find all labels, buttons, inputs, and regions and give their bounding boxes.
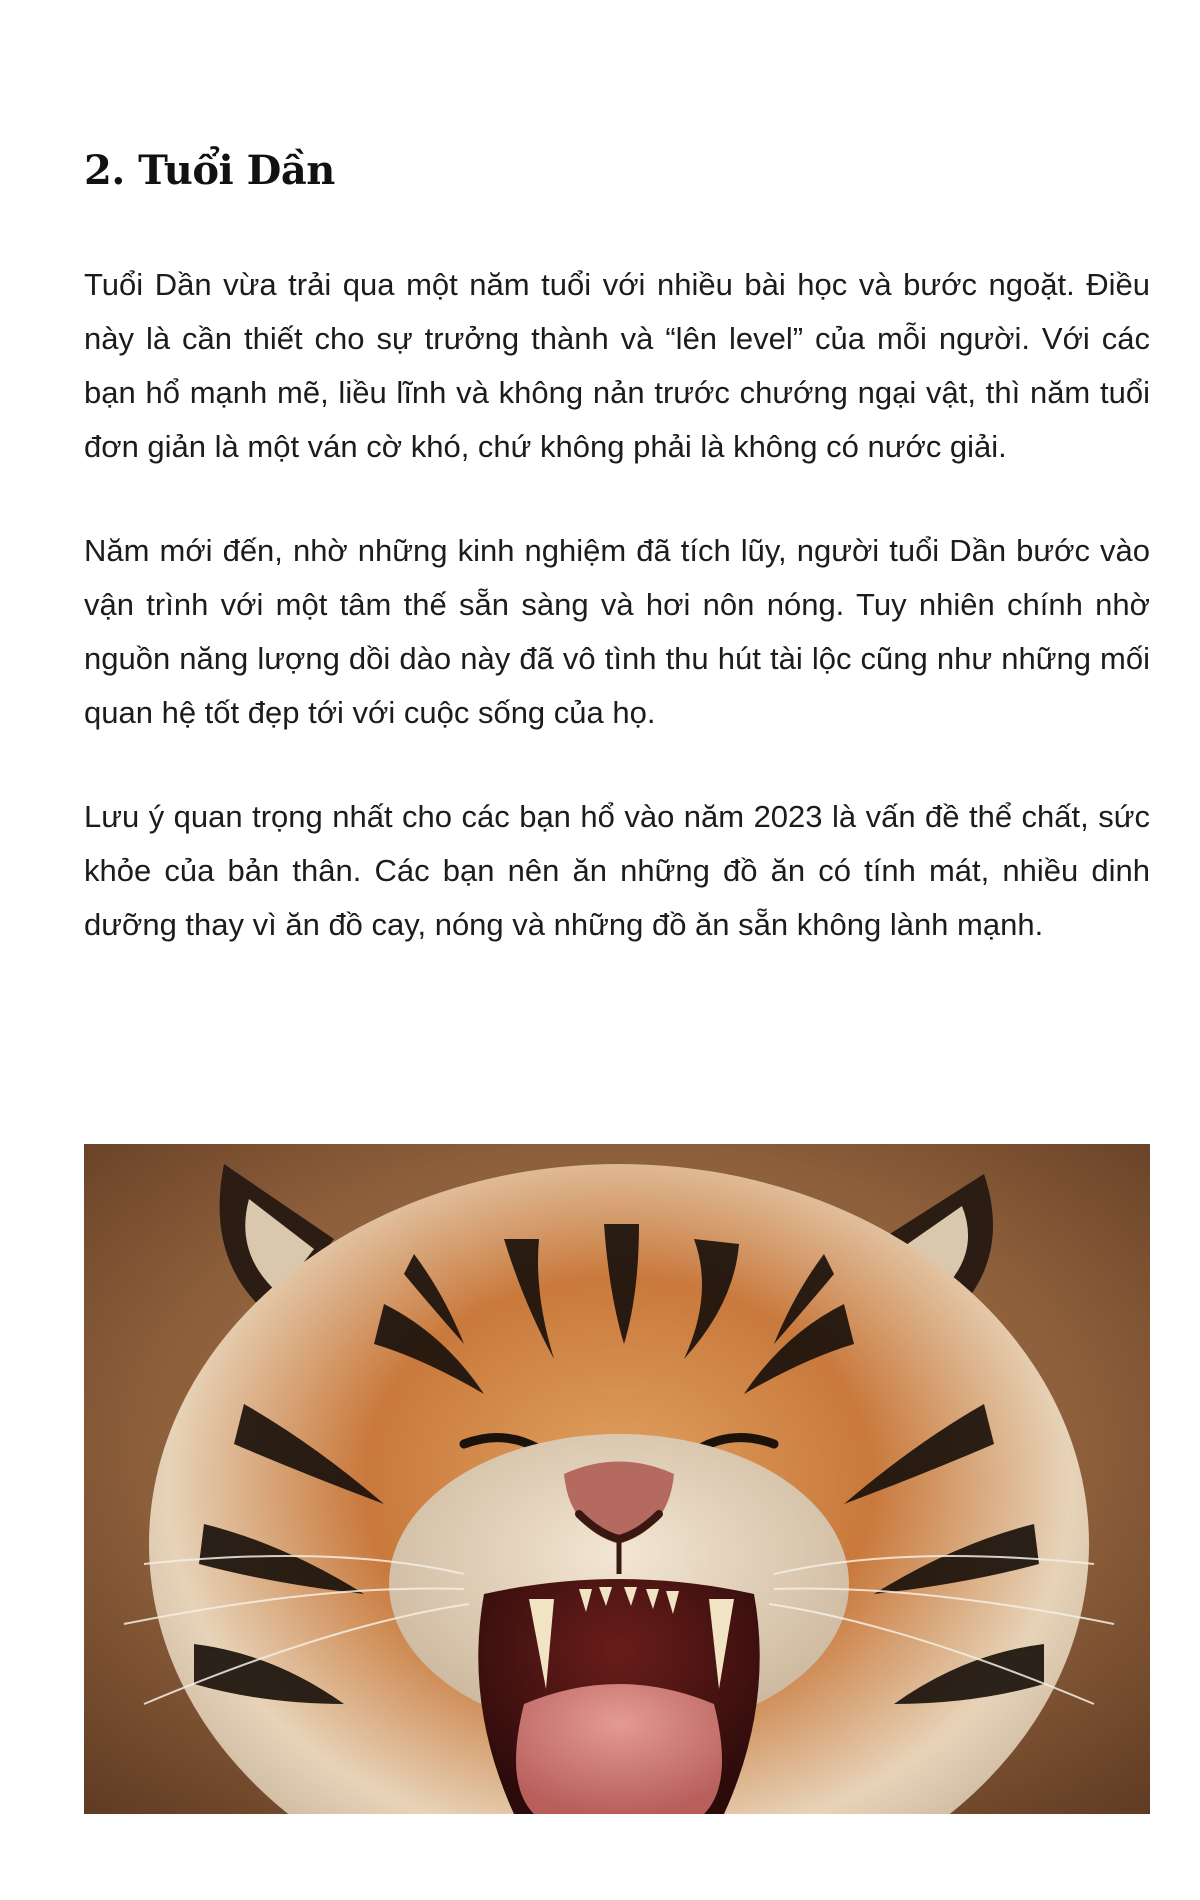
tiger-photo [84,1144,1150,1814]
paragraph-health-note: Lưu ý quan trọng nhất cho các bạn hổ vào năm 2023 là vấn đề thể chất, sức khỏe của bản thân. Các bạn nên ăn những đồ ăn có tính mát, nhiều dinh dưỡng thay vì ăn đồ cay, nóng và những đồ ăn sẵn không lành mạnh. [84,799,1150,942]
tiger-face-illustration [84,1144,1150,1814]
section-heading: 2. Tuổi Dần [84,147,335,194]
article-body [84,258,1150,1002]
paragraph-intro: Tuổi Dần vừa trải qua một năm tuổi với nhiều bài học và bước ngoặt. Điều này là cần thiết cho sự trưởng thành và “lên level” của mỗi người. Với các bạn hổ mạnh mẽ, liều lĩnh và không nản trước chướng ngại vật, thì năm tuổi đơn giản là một ván cờ khó, chứ không phải là không có nước giải. [84,267,1150,464]
paragraph-new-year: Năm mới đến, nhờ những kinh nghiệm đã tích lũy, người tuổi Dần bước vào vận trình với một tâm thế sẵn sàng và hơi nôn nóng. Tuy nhiên chính nhờ nguồn năng lượng dồi dào này đã vô tình thu hút tài lộc cũng như những mối quan hệ tốt đẹp tới với cuộc sống của họ. [84,533,1150,730]
